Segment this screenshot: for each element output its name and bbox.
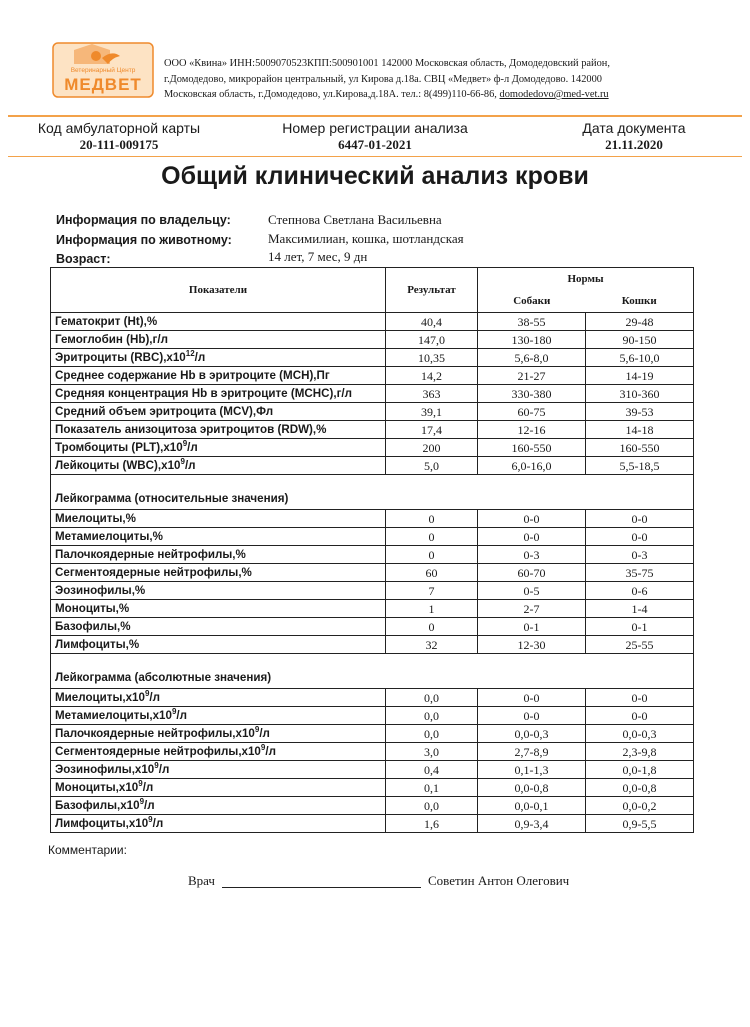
table-row: [51, 349, 694, 367]
table-row: [51, 725, 694, 743]
document-date-label: Дата документа: [582, 120, 686, 136]
header-divider: [8, 115, 742, 117]
animal-icon: [91, 51, 101, 61]
dog-norm: 0,0-0,8: [478, 779, 586, 797]
registration-number-value: 6447-01-2021: [338, 137, 412, 152]
indicator-unit: /л: [149, 690, 160, 704]
card-number-value: 20-111-009175: [79, 137, 159, 152]
indicator-name: [51, 600, 386, 618]
indicator-unit: /л: [176, 708, 187, 722]
result-value: 10,35: [386, 349, 478, 367]
result-value: 0,4: [386, 761, 478, 779]
indicator-name: [51, 331, 386, 349]
indicator-exponent: 9: [148, 814, 153, 824]
clinic-info-line3: [164, 87, 724, 103]
relative-section-title: Лейкограмма (относительные значения): [51, 475, 694, 510]
cat-norm: 14-18: [586, 421, 694, 439]
cat-norm: 14-19: [586, 367, 694, 385]
table-row: [51, 439, 694, 457]
indicator-name-text: Средняя концентрация Hb в эритроците (MCHC),г/л: [55, 386, 352, 400]
card-number-label: Код амбулаторной карты: [37, 120, 201, 136]
main-rows: [51, 313, 694, 475]
dog-norm: 0,9-3,4: [478, 815, 586, 833]
indicator-name-text: Гематокрит (Ht),%: [55, 314, 158, 328]
animal-value: Максимилиан, кошка, шотландская: [268, 231, 464, 246]
cat-norm: 0-1: [586, 618, 694, 636]
indicator-name-text: Базофилы,x10: [55, 798, 140, 812]
table-row: [51, 815, 694, 833]
indicator-name-text: Среднее содержание Hb в эритроците (MCH),Пг: [55, 368, 330, 382]
cat-norm: 0,0-1,8: [586, 761, 694, 779]
indicator-name-text: Миелоциты,x10: [55, 690, 145, 704]
cat-norm: 160-550: [586, 439, 694, 457]
dog-norm: 60-70: [478, 564, 586, 582]
owner-label: Информация по владельцу:: [56, 213, 231, 227]
cat-norm: 5,5-18,5: [586, 457, 694, 475]
result-value: 200: [386, 439, 478, 457]
header-norms: Нормы: [478, 268, 694, 290]
results-table: [50, 267, 694, 833]
dog-norm: 330-380: [478, 385, 586, 403]
table-row: [51, 797, 694, 815]
dog-norm: 0-0: [478, 528, 586, 546]
table-row: [51, 779, 694, 797]
cat-norm: 1-4: [586, 600, 694, 618]
indicator-name: [51, 815, 386, 833]
cat-norm: 39-53: [586, 403, 694, 421]
indicator-name-text: Тромбоциты (PLT),x10: [55, 440, 183, 454]
indicator-unit: /л: [194, 350, 206, 364]
indicator-name-text: Гемоглобин (Hb),г/л: [55, 332, 168, 346]
cat-norm: 0,9-5,5: [586, 815, 694, 833]
table-row: [51, 636, 694, 654]
indicator-name: [51, 725, 386, 743]
age-label: Возраст:: [56, 252, 111, 266]
header-indicator: Показатели: [51, 268, 386, 313]
document-date-value: 21.11.2020: [605, 137, 663, 152]
indicator-name-text: Эритроциты (RBC),x10: [55, 350, 186, 364]
indicator-name: [51, 528, 386, 546]
dog-norm: 0-5: [478, 582, 586, 600]
dog-norm: 2,7-8,9: [478, 743, 586, 761]
indicator-unit: /л: [142, 780, 154, 794]
indicator-name-text: Миелоциты,%: [55, 511, 136, 525]
medvet-logo: [52, 42, 154, 98]
relative-section-header: [51, 475, 694, 510]
indicator-name: [51, 546, 386, 564]
signature-line: [222, 887, 421, 888]
result-value: 32: [386, 636, 478, 654]
dog-norm: 160-550: [478, 439, 586, 457]
cat-norm: 2,3-9,8: [586, 743, 694, 761]
cat-norm: 0,0-0,2: [586, 797, 694, 815]
header-cats: Кошки: [586, 289, 694, 312]
document-date-block: [560, 119, 708, 153]
result-value: 17,4: [386, 421, 478, 439]
indicator-name: [51, 707, 386, 725]
absolute-rows: [51, 689, 694, 833]
indicator-name: [51, 421, 386, 439]
result-value: 3,0: [386, 743, 478, 761]
table-row: [51, 457, 694, 475]
dog-norm: 21-27: [478, 367, 586, 385]
indicator-unit: /л: [158, 762, 170, 776]
indicator-name: [51, 564, 386, 582]
indicator-name: [51, 313, 386, 331]
table-row: [51, 367, 694, 385]
indicator-name-text: Эозинофилы,%: [55, 583, 146, 597]
cat-norm: 0-3: [586, 546, 694, 564]
age-value: 14 лет, 7 мес, 9 дн: [268, 249, 368, 264]
owner-value: Степнова Светлана Васильевна: [268, 212, 442, 227]
indicator-name: [51, 797, 386, 815]
result-value: 0,0: [386, 707, 478, 725]
indicator-exponent: 9: [154, 760, 159, 770]
logo-name: МЕДВЕТ: [64, 75, 142, 94]
table-header-row: [51, 268, 694, 290]
registration-number-label: Номер регистрации анализа: [282, 120, 468, 136]
indicator-exponent: 9: [180, 456, 185, 466]
indicator-name-text: Базофилы,%: [55, 619, 131, 633]
result-value: 0,0: [386, 797, 478, 815]
result-value: 0,0: [386, 725, 478, 743]
cat-norm: 35-75: [586, 564, 694, 582]
table-row: [51, 564, 694, 582]
card-number-block: [14, 119, 224, 153]
dog-norm: 0-3: [478, 546, 586, 564]
indicator-name-text: Палочкоядерные нейтрофилы,x10: [55, 726, 255, 740]
table-row: [51, 546, 694, 564]
clinic-info-line1: ООО «Квина» ИНН:5009070523КПП:500901001 142000 Московская область, Домодедовский район,: [164, 58, 610, 69]
result-value: 0: [386, 510, 478, 528]
result-value: 0: [386, 528, 478, 546]
indicator-unit: /л: [187, 440, 198, 454]
cat-norm: 90-150: [586, 331, 694, 349]
cat-norm: 5,6-10,0: [586, 349, 694, 367]
cat-norm: 25-55: [586, 636, 694, 654]
result-value: 7: [386, 582, 478, 600]
header-result: Результат: [386, 268, 478, 313]
dog-norm: 0-0: [478, 510, 586, 528]
indicator-name: [51, 689, 386, 707]
indicator-exponent: 9: [254, 724, 260, 734]
indicator-name: [51, 779, 386, 797]
logo-subtitle: Ветеринарный Центр: [70, 67, 136, 74]
table-row: [51, 761, 694, 779]
dog-norm: 38-55: [478, 313, 586, 331]
indicator-name: [51, 743, 386, 761]
dog-norm: 0,0-0,1: [478, 797, 586, 815]
result-value: 0: [386, 546, 478, 564]
comments-label: Комментарии:: [48, 843, 127, 857]
dog-norm: 5,6-8,0: [478, 349, 586, 367]
cat-norm: 0,0-0,3: [586, 725, 694, 743]
result-value: 5,0: [386, 457, 478, 475]
indicator-name: [51, 582, 386, 600]
registration-number-block: [256, 119, 494, 153]
indicator-name: [51, 403, 386, 421]
dog-norm: 0,0-0,3: [478, 725, 586, 743]
clinic-info: [164, 56, 724, 103]
result-value: 147,0: [386, 331, 478, 349]
table-row: [51, 385, 694, 403]
table-row: [51, 421, 694, 439]
result-value: 60: [386, 564, 478, 582]
dog-norm: 130-180: [478, 331, 586, 349]
result-value: 363: [386, 385, 478, 403]
cat-norm: 0-6: [586, 582, 694, 600]
dog-norm: 12-16: [478, 421, 586, 439]
cat-norm: 0-0: [586, 510, 694, 528]
indicator-exponent: 9: [182, 438, 188, 448]
cat-norm: 29-48: [586, 313, 694, 331]
dog-norm: 6,0-16,0: [478, 457, 586, 475]
section-row: [51, 654, 694, 689]
indicator-exponent: 9: [144, 688, 150, 698]
result-value: 39,1: [386, 403, 478, 421]
indicator-unit: /л: [259, 726, 270, 740]
dog-norm: 60-75: [478, 403, 586, 421]
indicator-name-text: Палочкоядерные нейтрофилы,%: [55, 547, 246, 561]
page-title: Общий клинический анализ крови: [161, 162, 589, 190]
table-row: [51, 689, 694, 707]
clinic-info-line2: г.Домодедово, микрорайон центральный, ул Кирова д.18а. СВЦ «Медвет» ф-л Домодедово. 142000: [164, 73, 602, 85]
indicator-exponent: 12: [185, 348, 195, 358]
dog-norm: 0,1-1,3: [478, 761, 586, 779]
indicator-exponent: 9: [171, 706, 177, 716]
result-value: 1: [386, 600, 478, 618]
table-row: [51, 510, 694, 528]
result-value: 0,0: [386, 689, 478, 707]
indicator-name: [51, 349, 386, 367]
table-row: [51, 331, 694, 349]
result-value: 14,2: [386, 367, 478, 385]
doctor-name: Советин Антон Олегович: [428, 873, 570, 888]
result-value: 40,4: [386, 313, 478, 331]
indicator-name-text: Лейкоциты (WBC),x10: [55, 458, 181, 472]
table-row: [51, 403, 694, 421]
indicator-name: [51, 761, 386, 779]
cat-norm: 0,0-0,8: [586, 779, 694, 797]
indicator-unit: /л: [184, 458, 196, 472]
indicator-unit: /л: [152, 816, 164, 830]
indicator-name: [51, 385, 386, 403]
dog-norm: 2-7: [478, 600, 586, 618]
indicator-name: [51, 367, 386, 385]
section-row: [51, 475, 694, 510]
animal-label: Информация по животному:: [56, 233, 232, 247]
absolute-section-title: Лейкограмма (абсолютные значения): [51, 654, 694, 689]
cat-norm: 310-360: [586, 385, 694, 403]
result-value: 1,6: [386, 815, 478, 833]
dog-norm: 12-30: [478, 636, 586, 654]
cat-norm: 0-0: [586, 707, 694, 725]
indicator-name-text: Лимфоциты,%: [55, 637, 140, 651]
indicator-name-text: Эозинофилы,x10: [55, 762, 155, 776]
table-row: [51, 600, 694, 618]
indicator-name-text: Показатель анизоцитоза эритроцитов (RDW),%: [55, 422, 327, 436]
table-row: [51, 313, 694, 331]
table-row: [51, 528, 694, 546]
result-value: 0,1: [386, 779, 478, 797]
indicator-name: [51, 439, 386, 457]
dog-norm: 0-1: [478, 618, 586, 636]
clinic-email-link[interactable]: domodedovo@med-vet.ru: [499, 89, 609, 100]
table-row: [51, 618, 694, 636]
dog-norm: 0-0: [478, 689, 586, 707]
indicator-name-text: Средний объем эритроцита (MCV),Фл: [55, 404, 274, 418]
indicator-unit: /л: [144, 798, 155, 812]
meta-divider: [8, 156, 742, 157]
indicator-unit: /л: [265, 744, 276, 758]
clinic-address: Московская область, г.Домодедово, ул.Кирова,д.18А. тел.: 8(499)110-66-86,: [164, 89, 500, 100]
relative-rows: [51, 510, 694, 654]
indicator-name-text: Сегментоядерные нейтрофилы,x10: [55, 744, 261, 758]
table-row: [51, 707, 694, 725]
cat-norm: 0-0: [586, 689, 694, 707]
table-row: [51, 582, 694, 600]
indicator-exponent: 9: [260, 742, 266, 752]
cat-norm: 0-0: [586, 528, 694, 546]
result-value: 0: [386, 618, 478, 636]
indicator-name-text: Метамиелоциты,%: [55, 529, 163, 543]
indicator-name-text: Моноциты,x10: [55, 780, 139, 794]
indicator-name-text: Метамиелоциты,x10: [55, 708, 172, 722]
indicator-name: [51, 618, 386, 636]
indicator-exponent: 9: [138, 778, 143, 788]
header-dogs: Собаки: [478, 289, 586, 312]
indicator-name-text: Сегментоядерные нейтрофилы,%: [55, 565, 252, 579]
indicator-exponent: 9: [139, 796, 145, 806]
doctor-label: Врач: [188, 873, 215, 888]
indicator-name: [51, 457, 386, 475]
indicator-name-text: Моноциты,%: [55, 601, 130, 615]
dog-norm: 0-0: [478, 707, 586, 725]
indicator-name: [51, 510, 386, 528]
table-row: [51, 743, 694, 761]
indicator-name-text: Лимфоциты,x10: [55, 816, 149, 830]
absolute-section-header: [51, 654, 694, 689]
indicator-name: [51, 636, 386, 654]
